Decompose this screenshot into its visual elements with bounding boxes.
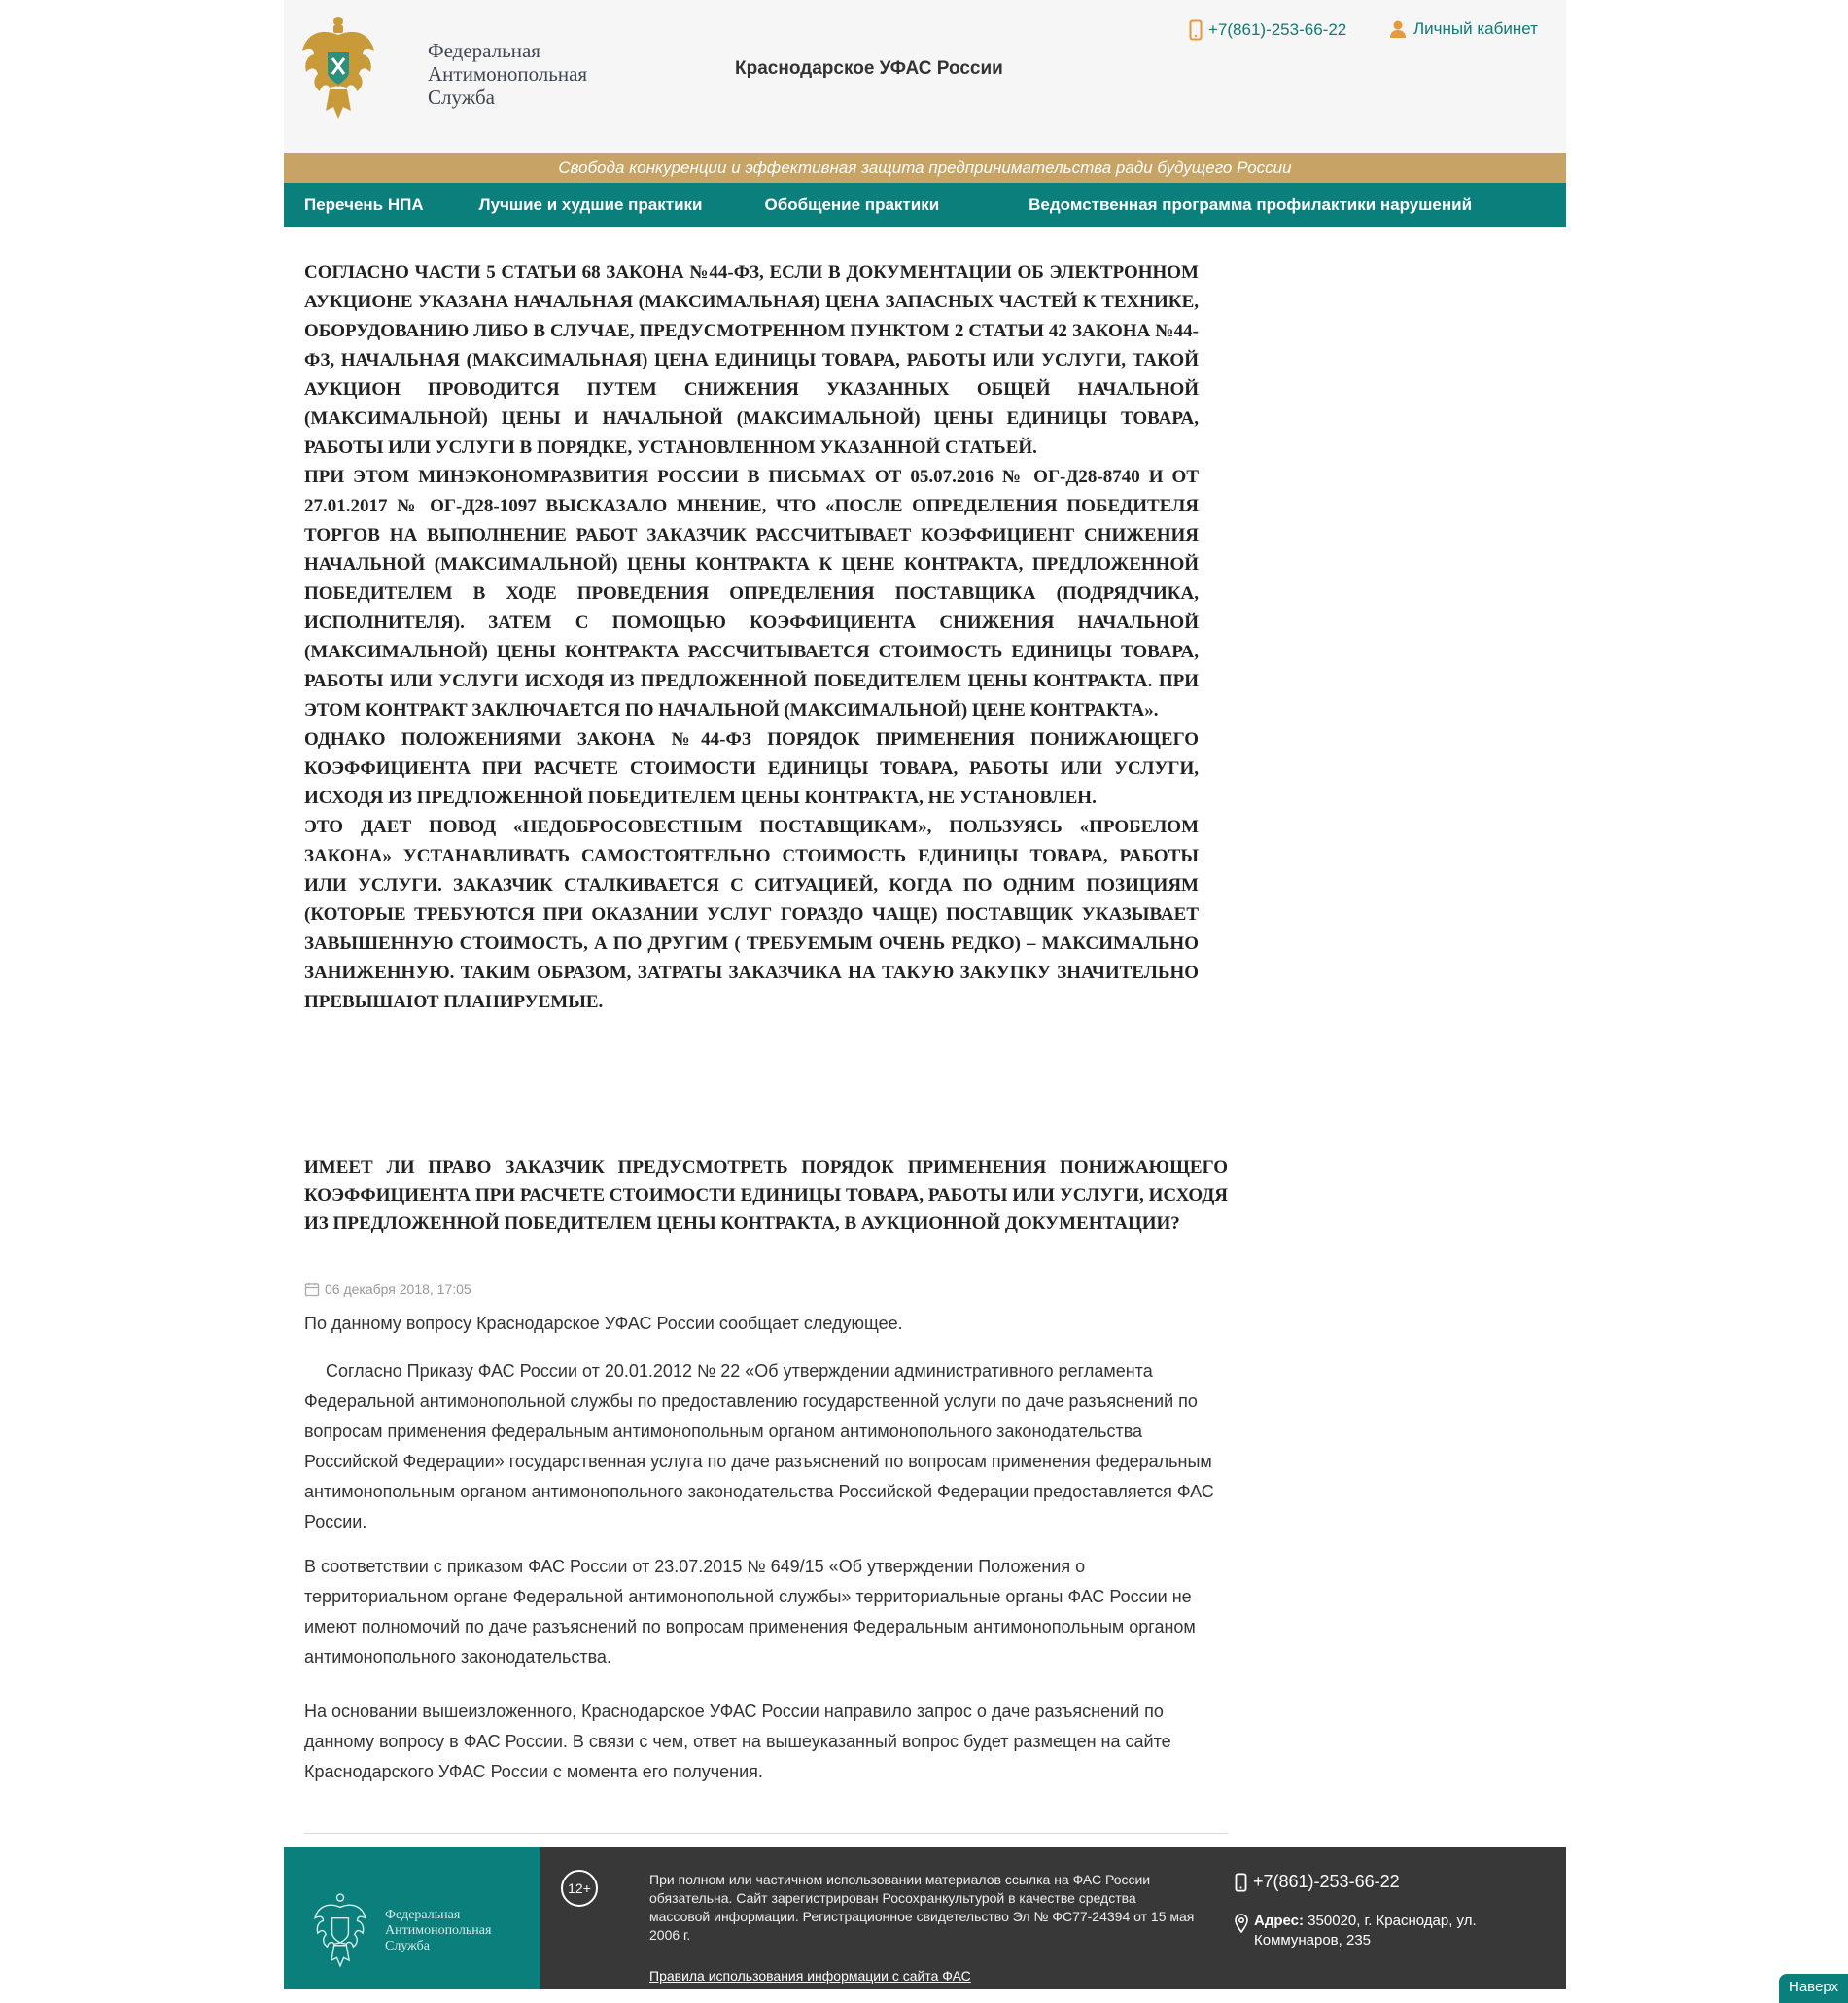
intro-paragraph: ПРИ ЭТОМ МИНЭКОНОМРАЗВИТИЯ РОССИИ В ПИСЬМАХ ОТ 05.07.2016 № ОГ-Д28-8740 И ОТ 27.01.2017 № ОГ-Д28-1097 ВЫСКАЗАЛО МНЕНИЕ, ЧТО «ПОСЛЕ ОПРЕДЕЛЕНИЯ ПОБЕДИТЕЛЯ ТОРГОВ НА ВЫПОЛНЕНИЕ РАБОТ ЗАКАЗЧИК РАССЧИТЫВАЕТ КОЭФФИЦИЕНТ СНИЖЕНИЯ НАЧАЛЬНОЙ (МАКСИМАЛЬНОЙ) ЦЕНЫ КОНТРАКТА К ЦЕНЕ КОНТРАКТА, ПРЕДЛОЖЕННОЙ ПОБЕДИТЕЛЕМ В ХОДЕ ПРОВЕДЕНИЯ ОПРЕДЕЛЕНИЯ ПОСТАВЩИКА (ПОДРЯДЧИКА, ИСПОЛНИТЕЛЯ). ЗАТЕМ С ПОМОЩЬЮ КОЭФФИЦИЕНТА СНИЖЕНИЯ НАЧАЛЬНОЙ (МАКСИМАЛЬНОЙ) ЦЕНЫ КОНТРАКТА РАССЧИТЫВАЕТСЯ СТОИМОСТЬ ЕДИНИЦЫ ТОВАРА, РАБОТЫ ИЛИ УСЛУГИ ИСХОДЯ ИЗ ПРЕДЛОЖЕННОЙ ПОБЕДИТЕЛЕМ ЦЕНЫ КОНТРАКТА. ПРИ ЭТОМ КОНТРАКТ ЗАКЛЮЧАЕТСЯ ПО НАЧАЛЬНОЙ (МАКСИМАЛЬНОЙ) ЦЕНЕ КОНТРАКТА». xyxy=(304,467,1199,720)
body-paragraph-4 xyxy=(304,1697,1228,1787)
site-header xyxy=(284,0,1566,153)
scroll-up-button[interactable]: Наверх xyxy=(1779,1974,1848,2003)
address-label: Адрес: xyxy=(1254,1913,1304,1929)
personal-cabinet-link[interactable] xyxy=(1388,19,1538,39)
logo-line-1: Федеральная xyxy=(428,39,540,62)
intro-paragraph: ОДНАКО ПОЛОЖЕНИЯМИ ЗАКОНА №44-ФЗ ПОРЯДОК ПРИМЕНЕНИЯ ПОНИЖАЮЩЕГО КОЭФФИЦИЕНТА ПРИ РАСЧЕТЕ СТОИМОСТИ ЕДИНИЦЫ ТОВАРА, РАБОТЫ ИЛИ УСЛУГИ, ИСХОДЯ ИЗ ПРЕДЛОЖЕННОЙ ПОБЕДИТЕЛЕМ ЦЕНЫ КОНТРАКТА, НЕ УСТАНОВЛЕН. xyxy=(304,729,1199,808)
nav-item-best-worst-practices[interactable]: Лучшие и худшие практики xyxy=(478,194,703,214)
footer-logo-line-2: Антимонопольная xyxy=(385,1923,492,1938)
footer-logo-line-3: Служба xyxy=(385,1939,430,1953)
region-title: Краснодарское УФАС России xyxy=(735,58,1003,79)
address-text: 350020, г. Краснодар, ул. Коммунаров, 235 xyxy=(1254,1913,1477,1949)
body-text: В соответствии с приказом ФАС России от 23.07.2015 № 649/15 «Об утверждении Положения о территориальном органе Федеральной антимонопольной службы» территориальные органы ФАС России не имеют полномочий по даче разъяснений по вопросам применения Федеральным антимонопольным органом антимонопольного законодательства. xyxy=(304,1557,1196,1667)
date-text: 06 декабря 2018, 17:05 xyxy=(325,1282,471,1297)
body-paragraph-1 xyxy=(304,1309,1228,1339)
footer-phone[interactable] xyxy=(1235,1872,1400,1892)
site-footer xyxy=(284,1847,1566,1989)
main-nav xyxy=(284,183,1566,227)
footer-phone-number: +7(861)-253-66-22 xyxy=(1253,1872,1400,1891)
footer-logo[interactable] xyxy=(284,1847,540,1989)
intro-paragraph: ЭТО ДАЕТ ПОВОД «НЕДОБРОСОВЕСТНЫМ ПОСТАВЩИКАМ», ПОЛЬЗУЯСЬ «ПРОБЕЛОМ ЗАКОНА» УСТАНАВЛИВАТЬ САМОСТОЯТЕЛЬНО СТОИМОСТЬ ЕДИНИЦЫ ТОВАРА, РАБОТЫ ИЛИ УСЛУГИ. ЗАКАЗЧИК СТАЛКИВАЕТСЯ С СИТУАЦИЕЙ, КОГДА ПО ОДНИМ ПОЗИЦИЯМ (КОТОРЫЕ ТРЕБУЮТСЯ ПРИ ОКАЗАНИИ УСЛУГ ГОРАЗДО ЧАЩЕ) ПОСТАВЩИК УКАЗЫВАЕТ ЗАВЫШЕННУЮ СТОИМОСТЬ, А ПО ДРУГИМ ( ТРЕБУЕМЫМ ОЧЕНЬ РЕДКО) – МАКСИМАЛЬНО ЗАНИЖЕННУЮ. ТАКИМ ОБРАЗОМ, ЗАТРАТЫ ЗАКАЗЧИКА НА ТАКУЮ ЗАКУПКУ ЗНАЧИТЕЛЬНО ПРЕВЫШАЮТ ПЛАНИРУЕМЫЕ. xyxy=(304,817,1199,1012)
mobile-phone-icon xyxy=(1189,19,1203,41)
user-icon xyxy=(1388,19,1408,39)
footer-eagle-emblem-icon xyxy=(305,1892,375,1970)
body-text: Согласно Приказу ФАС России от 20.01.2012 № 22 «Об утверждении административного регламента Федеральной антимонопольной службы по предоставлению государственной услуги по даче разъяснений по вопросам применения федеральным антимонопольным органом антимонопольного законодательства Российской Федерации» государственная услуга по даче разъяснений по вопросам применения федеральным антимонопольным органом антимонопольного законодательства Российской Федерации предоставляется ФАС России. xyxy=(304,1361,1214,1531)
logo-line-3: Служба xyxy=(428,86,495,109)
footer-mobile-phone-icon xyxy=(1235,1873,1247,1892)
legal-notice: При полном или частичном использовании материалов ссылка на ФАС России обязательна. Сайт зарегистрирован Росохранкультурой в качестве средства массовой информации. Регистрационное свидетельство Эл № ФС77-24394 от 15 мая 2006 г. xyxy=(649,1872,1195,1943)
body-paragraph-2 xyxy=(304,1356,1228,1537)
footer-logo-line-1: Федеральная xyxy=(385,1908,461,1922)
header-phone-number: +7(861)-253-66-22 xyxy=(1208,20,1347,39)
logo-line-2: Антимонопольная xyxy=(428,62,588,86)
article-intro xyxy=(304,259,1199,1017)
logo-text[interactable] xyxy=(428,39,587,109)
eagle-emblem-icon[interactable] xyxy=(300,14,376,124)
location-pin-icon xyxy=(1235,1914,1248,1933)
nav-item-practice-summary[interactable]: Обобщение практики xyxy=(764,194,940,214)
body-text: На основании вышеизложенного, Краснодарское УФАС России направило запрос о даче разъяснений по данному вопросу в ФАС России. В связи с чем, ответ на вышеуказанный вопрос будет размещен на сайте Краснодарского УФАС России с момента его получения. xyxy=(304,1702,1171,1781)
footer-address xyxy=(1235,1912,1526,1950)
body-text: По данному вопросу Краснодарское УФАС России сообщает следующее. xyxy=(304,1314,903,1333)
personal-cabinet-label: Личный кабинет xyxy=(1413,19,1538,38)
question-title: ИМЕЕТ ЛИ ПРАВО ЗАКАЗЧИК ПРЕДУСМОТРЕТЬ ПОРЯДОК ПРИМЕНЕНИЯ ПОНИЖАЮЩЕГО КОЭФФИЦИЕНТА ПРИ РАСЧЕТЕ СТОИМОСТИ ЕДИНИЦЫ ТОВАРА, РАБОТЫ ИЛИ УСЛУГИ, ИСХОДЯ ИЗ ПРЕДЛОЖЕННОЙ ПОБЕДИТЕЛЕМ ЦЕНЫ КОНТРАКТА, В АУКЦИОННОЙ ДОКУМЕНТАЦИИ? xyxy=(304,1157,1228,1234)
divider xyxy=(304,1833,1228,1834)
publication-date xyxy=(304,1282,471,1297)
calendar-icon xyxy=(304,1282,320,1297)
nav-item-prevention-program[interactable]: Ведомственная программа профилактики нарушений xyxy=(1029,194,1473,214)
body-paragraph-3 xyxy=(304,1552,1228,1672)
nav-item-npa-list[interactable]: Перечень НПА xyxy=(304,194,424,214)
header-phone[interactable] xyxy=(1189,19,1346,41)
usage-rules-link[interactable]: Правила использования информации с сайта ФАС xyxy=(649,1968,971,1984)
slogan-bar: Свобода конкуренции и эффективная защита предпринимательства ради будущего России xyxy=(284,153,1566,183)
intro-paragraph: СОГЛАСНО ЧАСТИ 5 СТАТЬИ 68 ЗАКОНА №44-ФЗ, ЕСЛИ В ДОКУМЕНТАЦИИ ОБ ЭЛЕКТРОННОМ АУКЦИОНЕ УКАЗАНА НАЧАЛЬНАЯ (МАКСИМАЛЬНАЯ) ЦЕНА ЗАПАСНЫХ ЧАСТЕЙ К ТЕХНИКЕ, ОБОРУДОВАНИЮ ЛИБО В СЛУЧАЕ, ПРЕДУСМОТРЕННОМ ПУНКТОМ 2 СТАТЬИ 42 ЗАКОНА №44-ФЗ, НАЧАЛЬНАЯ (МАКСИМАЛЬНАЯ) ЦЕНА ЕДИНИЦЫ ТОВАРА, РАБОТЫ ИЛИ УСЛУГИ, ТАКОЙ АУКЦИОН ПРОВОДИТСЯ ПУТЕМ СНИЖЕНИЯ УКАЗАННЫХ ОБЩЕЙ НАЧАЛЬНОЙ (МАКСИМАЛЬНОЙ) ЦЕНЫ И НАЧАЛЬНОЙ (МАКСИМАЛЬНОЙ) ЦЕНЫ ЕДИНИЦЫ ТОВАРА, РАБОТЫ ИЛИ УСЛУГИ В ПОРЯДКЕ, УСТАНОВЛЕННОМ УКАЗАННОЙ СТАТЬЕЙ. xyxy=(304,263,1199,458)
age-rating-badge: 12+ xyxy=(561,1870,598,1907)
